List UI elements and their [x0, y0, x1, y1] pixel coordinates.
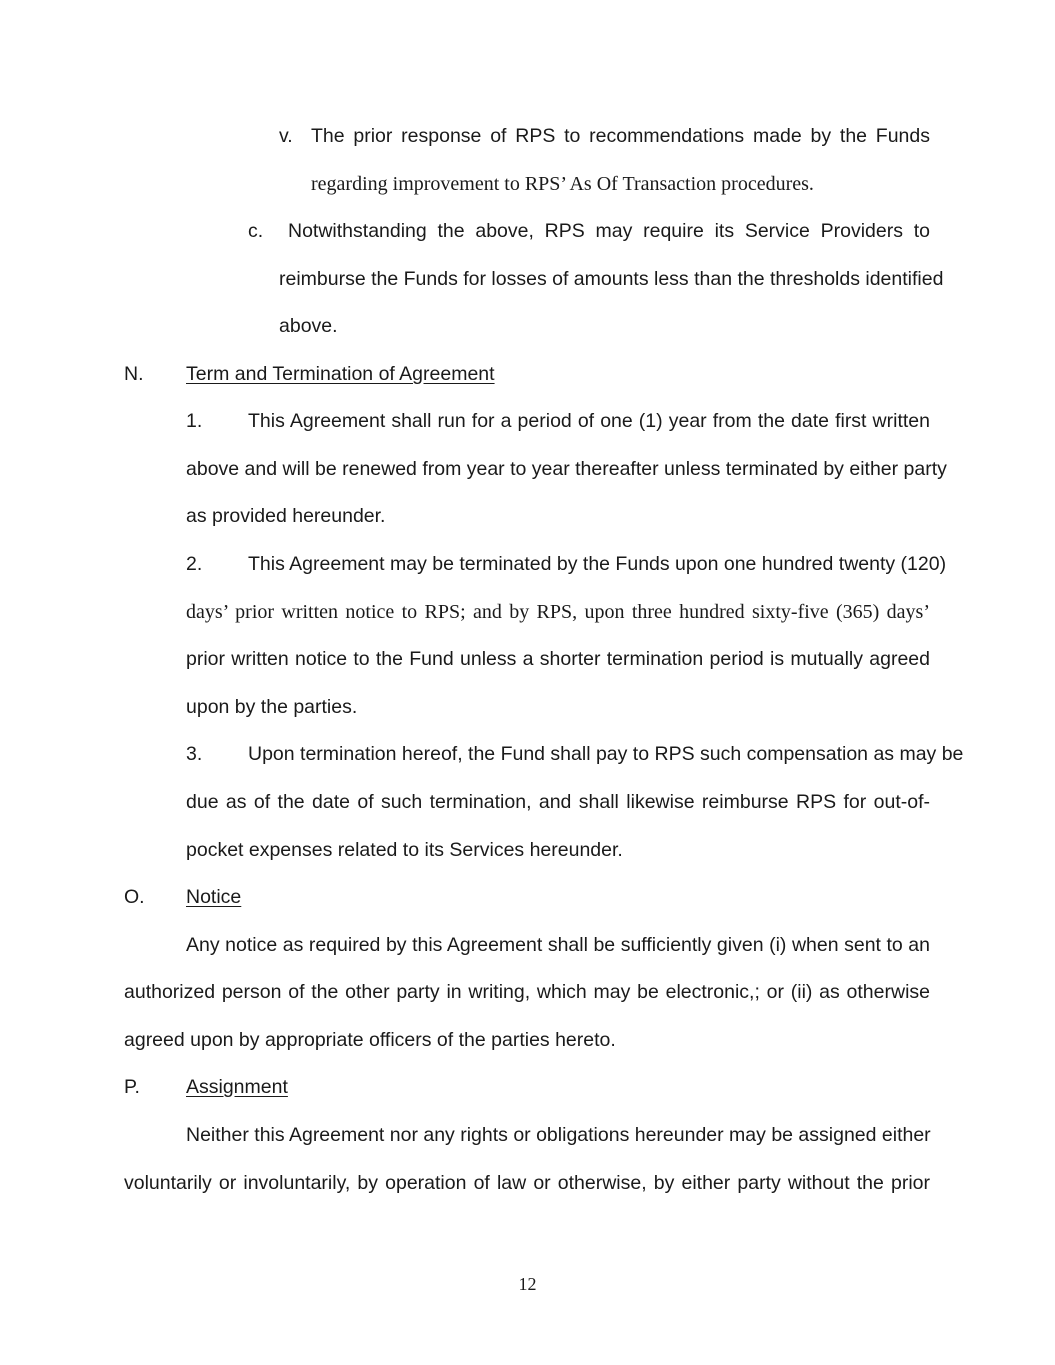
n3-line-1: Upon termination hereof, the Fund shall pay to RPS such compensation as may be [248, 743, 964, 765]
p-line-1: Neither this Agreement nor any rights or obligations hereunder may be assigned either [186, 1124, 931, 1146]
n3-line-2: due as of the date of such termination, and shall likewise reimburse RPS for out-of- [186, 791, 930, 813]
item-v-label: v. [279, 125, 293, 147]
item-v-line-1: The prior response of RPS to recommendations made by the Funds [311, 125, 930, 147]
o-line-3: agreed upon by appropriate officers of the parties hereto. [124, 1029, 616, 1051]
p-line-2: voluntarily or involuntarily, by operation of law or otherwise, by either party without the prior [124, 1172, 930, 1194]
n2-line-4: upon by the parties. [186, 696, 358, 718]
n2-number: 2. [186, 553, 203, 575]
page-number: 12 [518, 1274, 537, 1294]
n1-line-1: This Agreement shall run for a period of one (1) year from the date first written [248, 410, 930, 432]
section-o-heading: Notice [186, 886, 242, 908]
n1-line-3: as provided hereunder. [186, 505, 386, 527]
item-c-line-1: Notwithstanding the above, RPS may require its Service Providers to [288, 220, 930, 242]
n2-line-2: days’ prior written notice to RPS; and by RPS, upon three hundred sixty-five (365) days’ [186, 601, 930, 623]
section-n-heading: Term and Termination of Agreement [186, 363, 495, 385]
section-o-label: O. [124, 886, 145, 908]
item-c-label: c. [248, 220, 264, 242]
n2-line-3: prior written notice to the Fund unless a shorter termination period is mutually agreed [186, 648, 930, 670]
item-c-line-3: above. [279, 315, 338, 337]
item-v-line-2: regarding improvement to RPS’ As Of Transaction procedures. [311, 173, 814, 195]
section-n-label: N. [124, 363, 144, 385]
n1-number: 1. [186, 410, 203, 432]
n2-line-1: This Agreement may be terminated by the Funds upon one hundred twenty (120) [248, 553, 947, 575]
o-line-2: authorized person of the other party in writing, which may be electronic,; or (ii) as otherwise [124, 981, 930, 1003]
o-line-1: Any notice as required by this Agreement shall be sufficiently given (i) when sent to an [186, 934, 930, 956]
n3-number: 3. [186, 743, 203, 765]
n3-line-3: pocket expenses related to its Services hereunder. [186, 839, 623, 861]
n1-line-2: above and will be renewed from year to year thereafter unless terminated by either party [186, 458, 947, 480]
item-c-line-2: reimburse the Funds for losses of amounts less than the thresholds identified [279, 268, 944, 290]
section-p-label: P. [124, 1076, 140, 1098]
section-p-heading: Assignment [186, 1076, 288, 1098]
